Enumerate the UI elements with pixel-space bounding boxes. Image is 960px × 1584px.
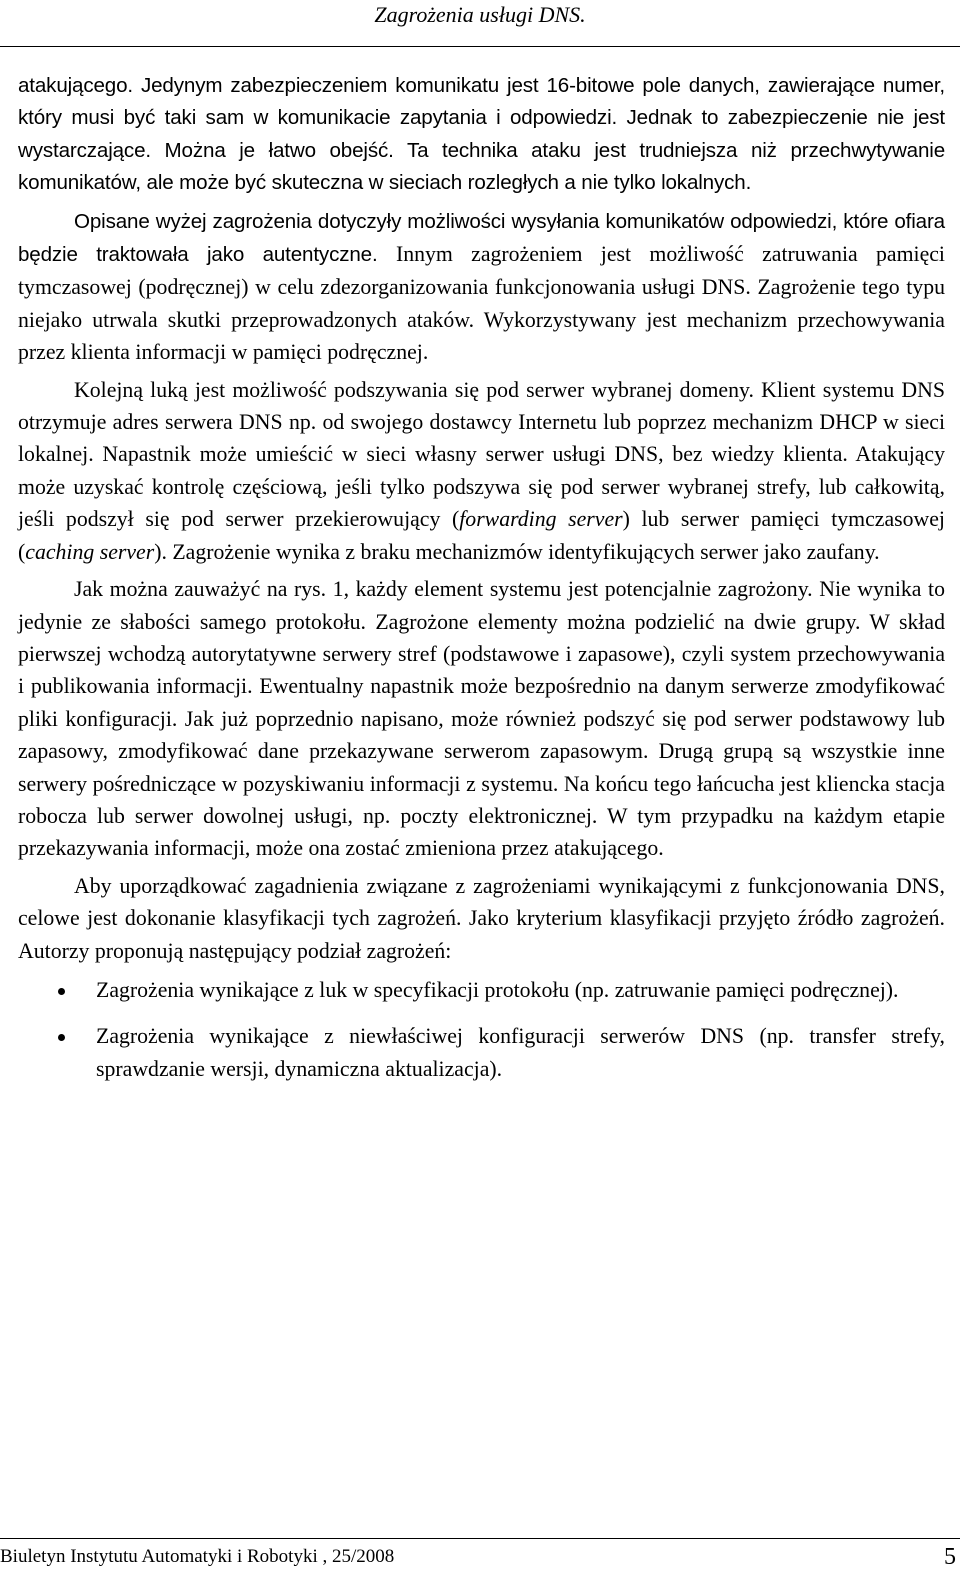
paragraph-5	[18, 870, 945, 967]
list-item	[18, 1020, 945, 1085]
page-header	[0, 0, 960, 47]
paragraph-2-text-a: Opisane wyżej zagrożenia dotyczyły możliwości wysyłania komunikatów odpowiedzi, które ofiara będzie traktowała jako autentyczne.	[18, 209, 945, 267]
list-item-text: Zagrożenia wynikające z niewłaściwej konfiguracji serwerów DNS (np. transfer strefy, sprawdzanie wersji, dynamiczna aktualizacja).	[96, 1024, 945, 1081]
page-footer	[0, 1538, 960, 1584]
threat-list	[18, 974, 945, 1085]
paragraph-3-term-forwarding: forwarding server	[459, 507, 623, 532]
paragraph-3	[18, 374, 945, 568]
paragraph-3-text-a: Kolejną luką jest możliwość podszywania się pod serwer wybranej domeny. Klient systemu DNS otrzymuje adres serwera DNS np. od swojego dostawcy Internetu lub poprzez mechanizm DHCP w sieci lokalnej. Napastnik może umieścić w sieci własny serwer usługi DNS, bez wiedzy klienta. Atakujący może uzyskać kontrolę częściową, jeśli tylko podszywa się pod serwer wybranej strefy, lub całkowitą, jeśli podszył się pod serwer przekierowujący (	[18, 377, 945, 532]
journal-citation: Biuletyn Instytutu Automatyki i Robotyki , 25/2008	[0, 1546, 395, 1567]
paragraph-4-text: Jak można zauważyć na rys. 1, każdy element systemu jest potencjalnie zagrożony. Nie wynika to jedynie ze słabości samego protokołu. Zagrożone elementy można podzielić na dwie grupy. W skład pierwszej wchodzą autorytatywne serwery stref (podstawowe i zapasowe), czyli system przechowywania i publikowania informacji. Ewentualny napastnik może bezpośrednio na danym serwerze zmodyfikować pliki konfiguracji. Jak już poprzednio napisano, może również podszyć się pod serwer podstawowy lub zapasowy, zmodyfikować dane przekazywane serwerom zapasowym. Drugą grupą są wszystkie inne serwery pośredniczące w pozyskiwaniu informacji z systemu. Na końcu tego łańcucha jest kliencka stacja robocza lub serwer dowolnej usługi, np. poczty elektronicznej. W tym przypadku na każdym etapie przekazywania informacji, może ona zostać zmieniona przez atakującego.	[18, 577, 945, 861]
paragraph-3-text-b: ) lub serwer pamięci tymczasowej (	[18, 507, 945, 564]
page-number: 5	[944, 1544, 956, 1570]
paragraph-3-text-c: ). Zagrożenie wynika z braku mechanizmów identyfikujących serwer jako zaufany.	[154, 539, 880, 564]
paragraph-1	[18, 70, 945, 200]
paragraph-1-text: atakującego. Jedynym zabezpieczeniem komunikatu jest 16-bitowe pole danych, zawierające numer, który musi być taki sam w komunikacie zapytania i odpowiedzi. Jednak to zabezpieczenie nie jest wystarczające. Można je łatwo obejść. Ta technika ataku jest trudniejsza niż przechwytywanie komunikatów, ale może być skuteczna w sieciach rozległych a nie tylko lokalnych.	[18, 74, 945, 195]
paragraph-3-term-caching: caching server	[25, 539, 155, 564]
bullet-icon	[58, 1034, 65, 1041]
bullet-icon	[58, 988, 65, 995]
list-item	[18, 974, 945, 1006]
paragraph-2	[18, 205, 945, 369]
page-body	[18, 70, 945, 1099]
paragraph-2-text-b: Innym zagrożeniem jest możliwość zatruwania pamięci tymczasowej (podręcznej) w celu zdezorganizowania funkcjonowania usługi DNS. Zagrożenie tego typu niejako utrwala skutki przeprowadzonych ataków. Wykorzystywany jest mechanizm przechowywania przez klienta informacji w pamięci podręcznej.	[18, 242, 945, 365]
paragraph-4	[18, 573, 945, 865]
paragraph-5-text: Aby uporządkować zagadnienia związane z zagrożeniami wynikającymi z funkcjonowania DNS, celowe jest dokonanie klasyfikacji tych zagrożeń. Jako kryterium klasyfikacji przyjęto źródło zagrożeń. Autorzy proponują następujący podział zagrożeń:	[18, 873, 945, 963]
running-title: Zagrożenia usługi DNS.	[374, 2, 586, 27]
list-item-text: Zagrożenia wynikające z luk w specyfikacji protokołu (np. zatruwanie pamięci podręcznej).	[96, 977, 899, 1002]
